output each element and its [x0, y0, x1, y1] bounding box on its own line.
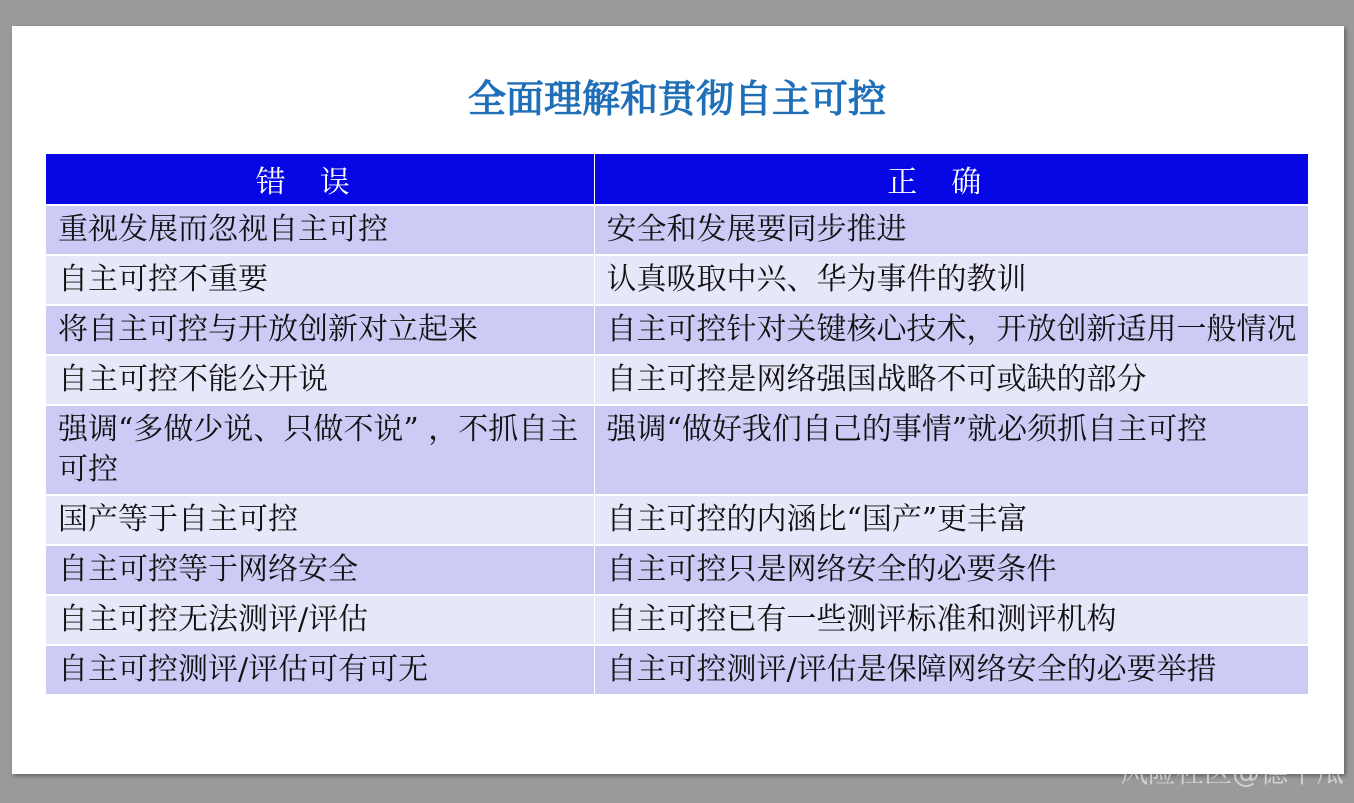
- wrong-cell: 自主可控等于网络安全: [46, 545, 594, 595]
- table-row: [46, 355, 1308, 405]
- correct-cell: 自主可控针对关键核心技术，开放创新适用一般情况: [594, 305, 1308, 355]
- correct-cell: 强调“做好我们自己的事情”就必须抓自主可控: [594, 405, 1308, 495]
- correct-cell: 自主可控只是网络安全的必要条件: [594, 545, 1308, 595]
- correct-cell: 自主可控是网络强国战略不可或缺的部分: [594, 355, 1308, 405]
- correct-cell: 自主可控测评/评估是保障网络安全的必要举措: [594, 645, 1308, 694]
- correct-cell: 自主可控已有一些测评标准和测评机构: [594, 595, 1308, 645]
- table-header-row: [46, 154, 1308, 205]
- table-row: [46, 495, 1308, 545]
- wrong-cell: 自主可控无法测评/评估: [46, 595, 594, 645]
- wrong-cell: 自主可控不重要: [46, 255, 594, 305]
- table-row: [46, 545, 1308, 595]
- header-wrong: 错误: [46, 154, 594, 205]
- header-correct: 正确: [594, 154, 1308, 205]
- correct-cell: 安全和发展要同步推进: [594, 205, 1308, 255]
- table-row: [46, 645, 1308, 694]
- table-row: [46, 205, 1308, 255]
- table-row: [46, 405, 1308, 495]
- wrong-cell: 自主可控不能公开说: [46, 355, 594, 405]
- table-row: [46, 305, 1308, 355]
- slide-title: 全面理解和贯彻自主可控: [467, 77, 886, 121]
- correct-cell: 认真吸取中兴、华为事件的教训: [594, 255, 1308, 305]
- wrong-cell: 自主可控测评/评估可有可无: [46, 645, 594, 694]
- table-row: [46, 255, 1308, 305]
- wrong-cell: 将自主可控与开放创新对立起来: [46, 305, 594, 355]
- wrong-cell: 国产等于自主可控: [46, 495, 594, 545]
- watermark: 风险社区@德千瓜: [1119, 756, 1344, 789]
- comparison-table: [46, 154, 1308, 694]
- wrong-cell: 强调“多做少说、只做不说” ，不抓自主可控: [46, 405, 594, 495]
- wrong-cell: 重视发展而忽视自主可控: [46, 205, 594, 255]
- correct-cell: 自主可控的内涵比“国产”更丰富: [594, 495, 1308, 545]
- table-row: [46, 595, 1308, 645]
